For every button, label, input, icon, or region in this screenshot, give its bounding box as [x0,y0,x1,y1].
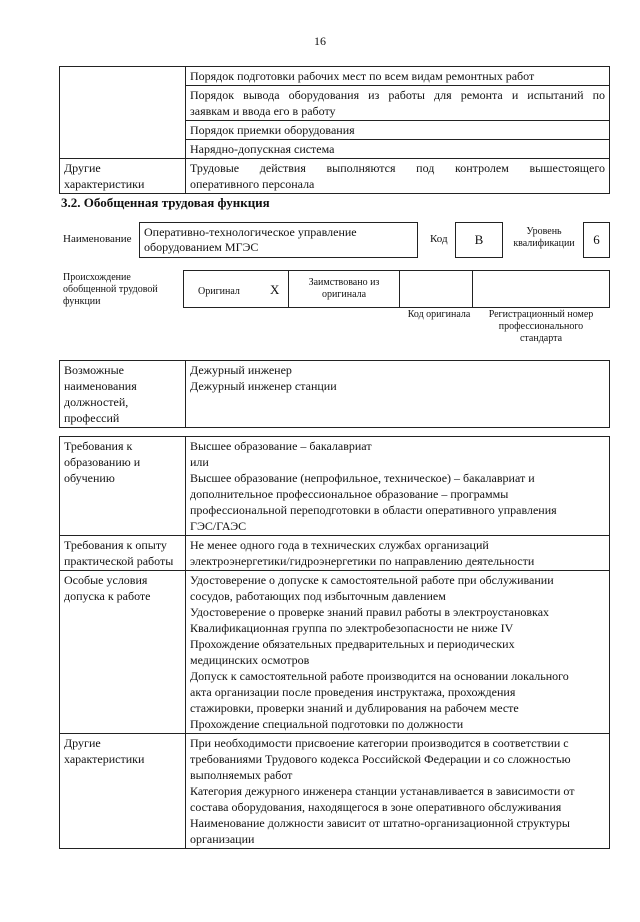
name-label: Наименование [63,233,132,245]
code-value: B [455,222,503,258]
roles-table [59,360,610,428]
table-cell-label: Другие характеристики [60,159,186,194]
origin-label: Происхождение обобщенной трудовой функции [63,272,158,307]
divider [399,270,400,308]
table-row [60,437,610,536]
top-table [59,66,610,194]
section-title: 3.2. Обобщенная трудовая функция [61,195,270,210]
table-cell-value: Дежурный инженер Дежурный инженер станции [186,361,610,428]
table-row [60,571,610,734]
code-label: Код [430,233,448,245]
table-cell-label: Другие характеристики [60,734,186,849]
table-cell-value: Удостоверение о допуске к самостоятельной работе при обслуживании сосудов, работающих под избыточным давлением Удостоверение о проверке знаний правил работы в электроустановках Квалификационная группа по электробезопасности не ниже IV Прохождение обязательных предварительных и периодических медицинских осмотров Допуск к самостоятельной работе производится на основании локального акта организации после проведения инструктажа, прохождения стажировки, проверки знаний и дублирования на рабочем месте Прохождение специальной подготовки по должности [186,571,610,734]
table-cell-value: Порядок приемки оборудования [186,121,610,140]
table-row [60,361,610,428]
table-cell-label: Особые условия допуска к работе [60,571,186,734]
table-row [60,67,610,86]
reg-number-caption: Регистрационный номер профессионального стандарта [488,309,594,344]
table-cell-value: Порядок вывода оборудования из работы для ремонта и испытаний по заявкам и ввода его в работу [186,86,610,121]
table-cell-label: Возможные наименования должностей, профессий [60,361,186,428]
table-cell-label: Требования к опыту практической работы [60,536,186,571]
page-number: 16 [314,34,326,48]
table-cell-value: Порядок подготовки рабочих мест по всем видам ремонтных работ [186,67,610,86]
table-row [60,536,610,571]
table-row [60,734,610,849]
requirements-table [59,436,610,849]
name-value: Оперативно-технологическое управление оборудованием МГЭС [139,222,418,258]
divider [288,270,289,308]
table-row [60,159,610,194]
table-cell-value: Нарядно-допускная система [186,140,610,159]
table-cell-value: Не менее одного года в технических службах организаций электроэнергетики/гидроэнергетики по направлению деятельности [186,536,610,571]
code-original-caption: Код оригинала [407,309,471,320]
table-cell-value: Трудовые действия выполняются под контролем вышестоящего оперативного персонала [186,159,610,194]
table-cell-label: Требования к образованию и обучению [60,437,186,536]
table-cell-value: При необходимости присвоение категории производится в соответствии с требованиями Трудового кодекса Российской Федерации и со сложностью выполняемых работ Категория дежурного инженера станции устанавливается в зависимости от состава оборудования, находящегося в зоне оперативного обслуживания Наименование должности зависит от штатно-организационной структуры организации [186,734,610,849]
original-mark: X [270,282,280,297]
divider [472,270,473,308]
borrowed-label: Заимствовано из оригинала [308,277,380,300]
level-value: 6 [583,222,610,258]
level-label: Уровень квалификации [513,226,575,249]
table-cell-label [60,67,186,159]
original-label: Оригинал [198,286,240,297]
origin-box [183,270,610,308]
table-cell-value: Высшее образование – бакалавриат или Высшее образование (непрофильное, техническое) – бакалавриат и дополнительное профессиональное образование – программы профессиональной переподготовки в области оперативного управления ГЭС/ГАЭС [186,437,610,536]
